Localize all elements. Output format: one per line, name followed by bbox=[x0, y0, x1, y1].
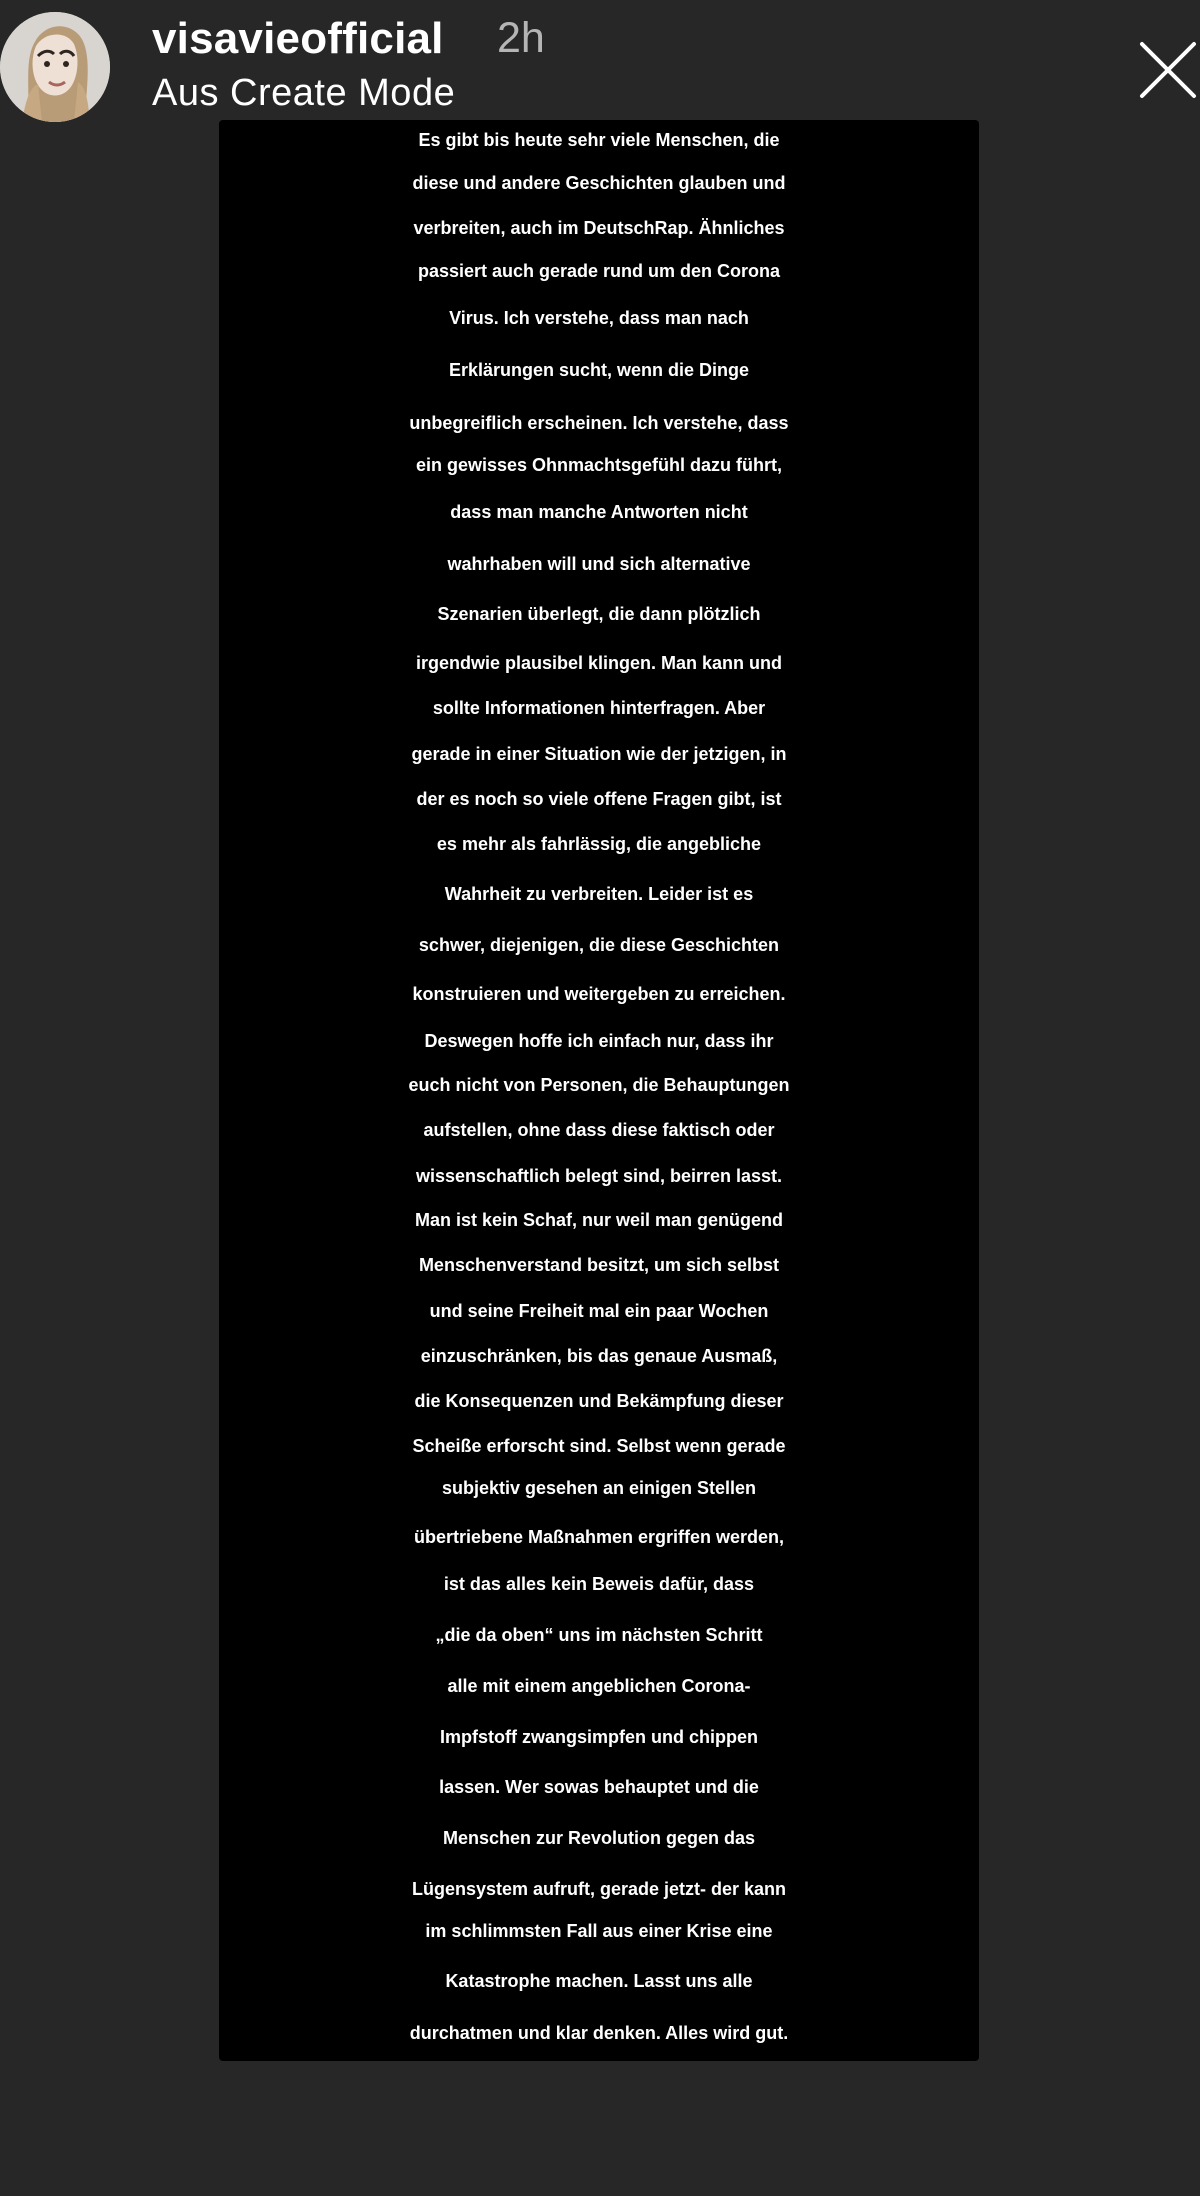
avatar[interactable] bbox=[0, 12, 110, 122]
story-text-line: subjektiv gesehen an einigen Stellen bbox=[441, 1477, 757, 1498]
post-timestamp: 2h bbox=[497, 14, 545, 62]
story-text-line: unbegreiflich erscheinen. Ich verstehe, dass bbox=[409, 413, 789, 434]
story-text-line: Menschen zur Revolution gegen das bbox=[442, 1827, 756, 1848]
story-text-line: einzuschränken, bis das genaue Ausmaß, bbox=[420, 1346, 778, 1367]
story-text-line: verbreiten, auch im DeutschRap. Ähnliches bbox=[413, 218, 785, 239]
story-text-line: Man ist kein Schaf, nur weil man genügend bbox=[414, 1210, 784, 1231]
story-text-line: ist das alles kein Beweis dafür, dass bbox=[443, 1573, 755, 1594]
story-text-line: Virus. Ich verstehe, dass man nach bbox=[449, 307, 749, 328]
story-text-line: diese und andere Geschichten glauben und bbox=[412, 173, 786, 194]
story-text-line: ein gewisses Ohnmachtsgefühl dazu führt, bbox=[415, 455, 783, 476]
story-text-line: die Konsequenzen und Bekämpfung dieser bbox=[414, 1391, 784, 1412]
story-text-line: Katastrophe machen. Lasst uns alle bbox=[445, 1970, 753, 1991]
story-text-line: aufstellen, ohne dass diese faktisch oder bbox=[423, 1120, 775, 1141]
story-text-line: Deswegen hoffe ich einfach nur, dass ihr bbox=[424, 1031, 774, 1052]
story-text-line: Lügensystem aufruft, gerade jetzt- der kann bbox=[411, 1879, 787, 1900]
story-text-line: im schlimmsten Fall aus einer Krise eine bbox=[425, 1920, 773, 1941]
story-text-line: sollte Informationen hinterfragen. Aber bbox=[432, 698, 766, 719]
close-icon bbox=[1138, 40, 1198, 100]
profile-photo-icon bbox=[0, 12, 110, 122]
story-text-line: konstruieren und weitergeben zu erreichen. bbox=[412, 984, 786, 1005]
story-text-block bbox=[219, 120, 979, 2061]
story-text-card bbox=[219, 120, 979, 2061]
story-text-line: Es gibt bis heute sehr viele Menschen, die bbox=[418, 130, 780, 151]
story-text-line: Szenarien überlegt, die dann plötzlich bbox=[437, 603, 761, 624]
story-text-line: Erklärungen sucht, wenn die Dinge bbox=[448, 359, 750, 380]
story-text-line: euch nicht von Personen, die Behauptungen bbox=[408, 1075, 790, 1096]
story-text-line: „die da oben“ uns im nächsten Schritt bbox=[435, 1624, 763, 1645]
story-text-line: es mehr als fahrlässig, die angebliche bbox=[436, 833, 762, 854]
story-text-line: schwer, diejenigen, die diese Geschichten bbox=[418, 935, 780, 956]
story-subtitle: Aus Create Mode bbox=[152, 72, 456, 114]
story-text-line: durchatmen und klar denken. Alles wird gut. bbox=[409, 2023, 789, 2044]
story-text-line: Menschenverstand besitzt, um sich selbst bbox=[418, 1255, 780, 1276]
username[interactable]: visavieofficial bbox=[152, 14, 444, 63]
story-text-line: übertriebene Maßnahmen ergriffen werden, bbox=[413, 1527, 785, 1548]
story-text-line: lassen. Wer sowas behauptet und die bbox=[439, 1776, 759, 1797]
story-text-line: Wahrheit zu verbreiten. Leider ist es bbox=[444, 883, 754, 904]
story-text-line: der es noch so viele offene Fragen gibt, ist bbox=[416, 789, 782, 810]
story-text-line: dass man manche Antworten nicht bbox=[450, 501, 748, 522]
story-text-line: alle mit einem angeblichen Corona- bbox=[447, 1675, 751, 1696]
story-text-line: irgendwie plausibel klingen. Man kann und bbox=[415, 653, 783, 674]
story-text-line: und seine Freiheit mal ein paar Wochen bbox=[429, 1301, 769, 1322]
story-text-line: passiert auch gerade rund um den Corona bbox=[417, 261, 781, 282]
story-text-line: gerade in einer Situation wie der jetzigen, in bbox=[411, 744, 787, 765]
story-text-line: Impfstoff zwangsimpfen und chippen bbox=[440, 1726, 758, 1747]
story-text-line: Scheiße erforscht sind. Selbst wenn gerade bbox=[412, 1436, 786, 1457]
close-button[interactable] bbox=[1138, 40, 1198, 100]
story-text-line: wissenschaftlich belegt sind, beirren lasst. bbox=[415, 1166, 783, 1187]
story-text-line: wahrhaben will und sich alternative bbox=[447, 553, 751, 574]
story-header bbox=[0, 0, 1200, 130]
